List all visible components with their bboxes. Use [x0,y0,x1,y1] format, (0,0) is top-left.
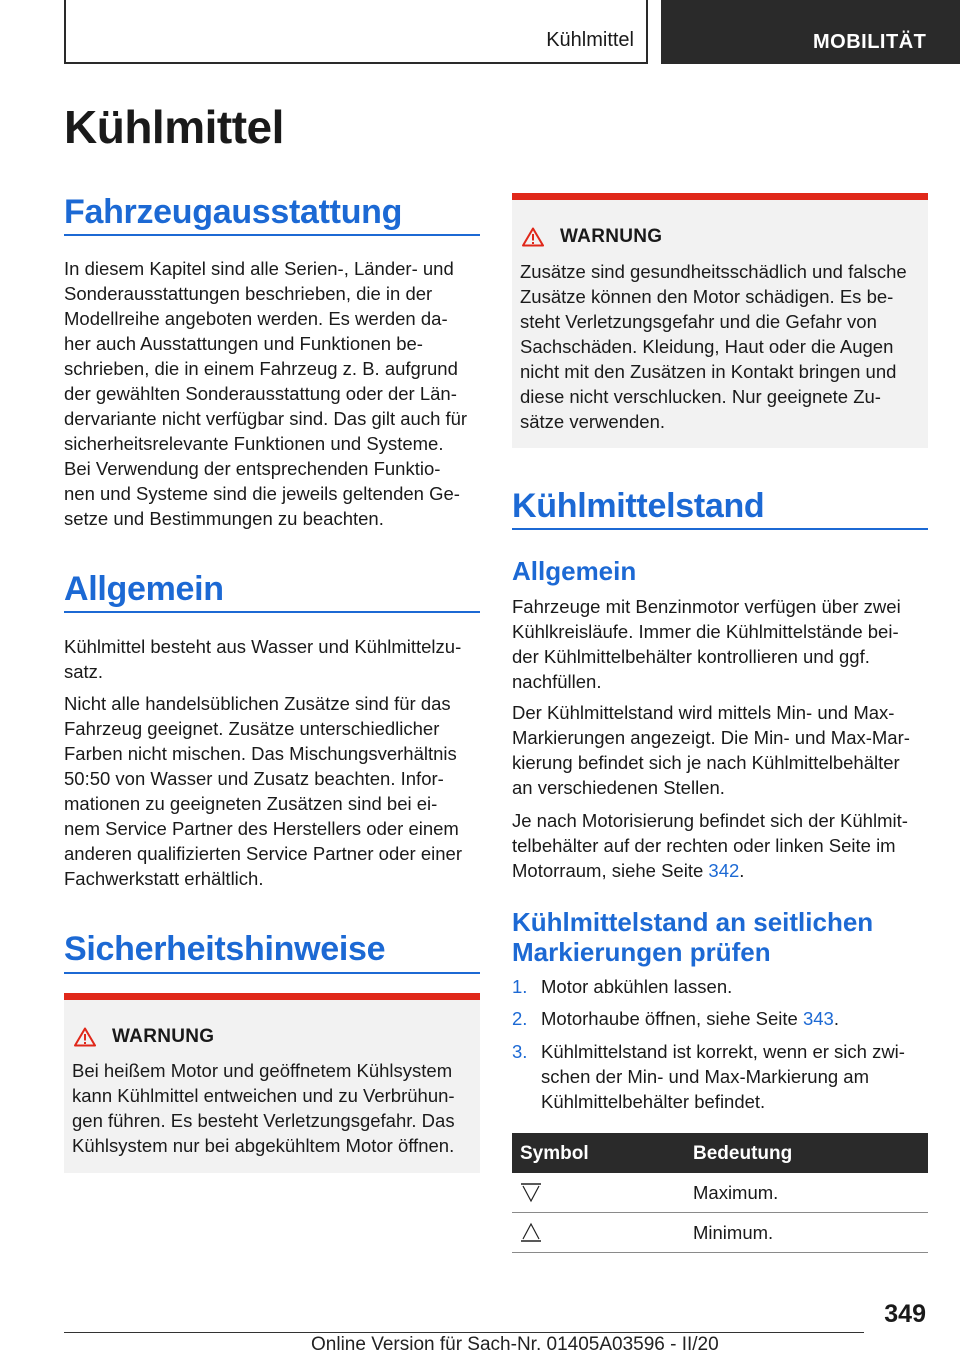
text-line: Sachschäden. Kleidung, Haut oder die Augen [520,336,894,357]
min-mark-icon [520,1221,542,1243]
text-line: telbehälter auf der rechten oder linken Seite im [512,835,896,856]
text-line: Fachwerkstatt erhältlich. [64,868,264,889]
step-text: Motor abkühlen lassen. [541,976,733,997]
text-line: Nicht alle handelsüblichen Zusätze sind für das [64,693,451,714]
text-line: nachfüllen. [512,671,602,692]
text-line: Kühlkreisläufe. Immer die Kühlmittelstände bei- [512,621,899,642]
warning-triangle-icon [522,227,544,247]
text-line: Fahrzeug geeignet. Zusätze unterschiedlicher [64,718,440,739]
general-paragraph-2 [64,691,484,891]
step-number: 1. [512,976,528,997]
text-line: steht Verletzungsgefahr und die Gefahr von [520,311,877,332]
text-line: der gewählten Sonderausstattung oder der Län- [64,383,457,404]
heading-rule [64,611,480,613]
level-paragraph-1 [512,594,932,694]
page-title: Kühlmittel [64,101,284,153]
text-line: Markierungen angezeigt. Die Min- und Max-Mar- [512,727,910,748]
warning-header [74,1025,214,1049]
column-header-meaning: Bedeutung [693,1143,793,1164]
warning-label: WARNUNG [112,1026,215,1047]
step-text [541,1006,931,1031]
table-cell-meaning: Minimum. [693,1222,774,1243]
text-line: 50:50 von Wasser und Zusatz beachten. Infor- [64,768,444,789]
text-line: nem Service Partner des Herstellers oder einem [64,818,459,839]
text-line: kann Kühlmittel entweichen und zu Verbrühun- [72,1085,455,1106]
warning-text [520,259,930,434]
heading-rule [64,234,480,236]
subheading-line: Markierungen prüfen [512,937,771,967]
subheading-general: Allgemein [512,556,637,586]
text-line: an verschiedenen Stellen. [512,777,725,798]
text-line: Bei Verwendung der entsprechenden Funktio- [64,458,441,479]
heading-safety: Sicherheitshinweise [64,930,386,968]
warning-header [522,225,662,249]
text-line [512,858,932,883]
equipment-paragraph [64,256,484,531]
header-section-title: Kühlmittel [546,29,634,51]
general-paragraph-1 [64,634,484,684]
subheading-line: Kühlmittelstand an seitlichen [512,907,874,937]
text-line: gen führen. Es besteht Verletzungsgefahr. Das [72,1110,455,1131]
page-link-342[interactable]: 342 [708,860,740,881]
step-number: 2. [512,1008,528,1029]
level-paragraph-2 [512,700,932,800]
heading-coolant-level: Kühlmittelstand [512,487,765,525]
footer-online-version: Online Version für Sach-Nr. 01405A03596 - II/20 [311,1334,719,1355]
text-line: setze und Bestimmungen zu beachten. [64,508,384,529]
text-line: Je nach Motorisierung befindet sich der Kühlmit- [512,810,908,831]
warning-label: WARNUNG [560,226,663,247]
text-fragment: Motorhaube öffnen, siehe Seite [541,1008,803,1029]
step-number: 3. [512,1041,528,1062]
text-fragment: . [739,860,745,881]
text-line: nen und Systeme sind die jeweils geltenden Ge- [64,483,460,504]
heading-general: Allgemein [64,570,224,608]
text-line: sätze verwenden. [520,411,666,432]
text-line: der Kühlmittelbehälter kontrollieren und ggf. [512,646,870,667]
header-chapter-title: MOBILITÄT [813,31,927,53]
text-line: sicherheitsrelevante Funktionen und Systeme. [64,433,444,454]
text-line: Sonderausstattungen beschrieben, die in der [64,283,433,304]
text-line: satz. [64,661,104,682]
text-line: her auch Ausstattungen und Funktionen be- [64,333,423,354]
footer-rule [64,1332,864,1333]
column-header-symbol: Symbol [520,1143,589,1164]
text-line: mationen zu geeigneten Zusätzen sind bei ei- [64,793,438,814]
text-line: Kühlmittelstand ist korrekt, wenn er sich zwi- [541,1041,905,1062]
text-line: Der Kühlmittelstand wird mittels Min- und Max- [512,702,895,723]
warning-text [72,1058,482,1158]
text-line: nicht mit den Zusätzen in Kontakt bringen und [520,361,897,382]
text-line: dervariante nicht verfügbar sind. Das gilt auch für [64,408,468,429]
text-line: Kühlmittel besteht aus Wasser und Kühlmittelzu- [64,636,462,657]
step-text [541,1039,931,1114]
text-line: Kühlsystem nur bei abgekühltem Motor öffnen. [72,1135,455,1156]
text-line: In diesem Kapitel sind alle Serien-, Länder- und [64,258,454,279]
text-fragment: . [833,1008,839,1029]
text-line: Bei heißem Motor und geöffnetem Kühlsystem [72,1060,453,1081]
text-line: Fahrzeuge mit Benzinmotor verfügen über zwei [512,596,901,617]
warning-box-hot-engine [64,993,480,1173]
subheading-check-markings [512,907,873,967]
text-line: Zusätze können den Motor schädigen. Es be- [520,286,894,307]
text-line: schen der Min- und Max-Markierung am [541,1066,869,1087]
text-line: diese nicht verschlucken. Nur geeignete Zu- [520,386,881,407]
max-mark-icon [520,1181,542,1203]
table-header [512,1133,928,1173]
header-chapter-tab [661,0,960,64]
warning-triangle-icon [74,1027,96,1047]
page-link-343[interactable]: 343 [802,1008,834,1029]
warning-box-additives [512,193,928,448]
table-row [512,1173,928,1213]
level-paragraph-3 [512,808,932,883]
table-cell-meaning: Maximum. [693,1182,779,1203]
text-line: anderen qualifizierten Service Partner oder einer [64,843,462,864]
heading-rule [64,972,480,974]
heading-equipment: Fahrzeugausstattung [64,193,403,231]
text-line: kierung befindet sich je nach Kühlmittelbehälter [512,752,900,773]
text-line: Modellreihe angeboten werden. Es werden da- [64,308,448,329]
symbol-table [512,1133,928,1253]
text-line: Kühlmittelbehälter befindet. [541,1091,766,1112]
text-line: schrieben, die in einem Fahrzeug z. B. aufgrund [64,358,458,379]
text-fragment: Motorraum, siehe Seite [512,860,709,881]
text-line: Zusätze sind gesundheitsschädlich und falsche [520,261,907,282]
table-row [512,1213,928,1253]
header-section-box [64,0,648,64]
page-number: 349 [884,1300,926,1328]
text-line: Farben nicht mischen. Das Mischungsverhältnis [64,743,457,764]
heading-rule [512,528,928,530]
